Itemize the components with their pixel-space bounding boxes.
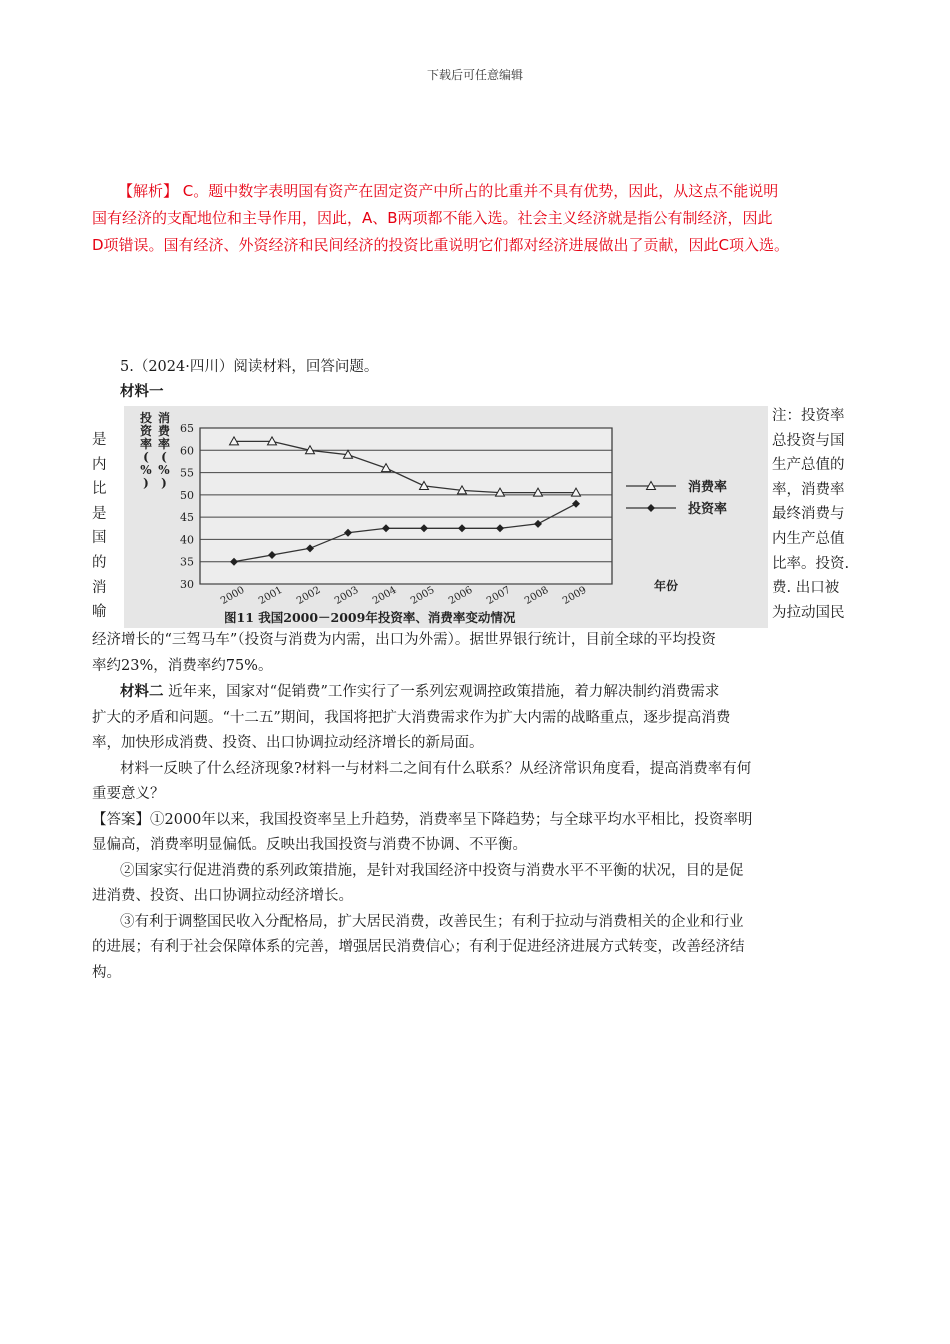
answer-line: ②国家实行促进消费的系列政策措施，是针对我国经济中投资与消费水平不平衡的状况，目的是促 [120, 862, 744, 879]
material1-right-line: 注：投资率 [772, 408, 845, 424]
legend-marker-investment [647, 504, 655, 512]
y-axis-label-investment: ( [143, 450, 149, 464]
y-tick-label: 30 [180, 578, 194, 591]
material1-right-line: 率，消费率 [772, 481, 845, 498]
material1-right-column [772, 404, 862, 625]
y-axis-label-investment: 资 [139, 424, 153, 438]
answer-line: 显偏高，消费率明显偏低。反映出我国投资与消费不协调、不平衡。 [92, 837, 527, 853]
x-tick-label: 2009 [560, 584, 589, 607]
y-axis-label-consumption: 消 [157, 411, 171, 425]
question-title: 5.（2024·四川）阅读材料，回答问题。 [120, 359, 379, 375]
x-tick-label: 2004 [370, 584, 399, 607]
y-axis-label-consumption: ( [161, 450, 167, 464]
x-tick-label: 2002 [294, 584, 323, 607]
y-tick-label: 45 [180, 511, 194, 525]
x-tick-label: 2003 [332, 584, 361, 607]
plot-area [200, 428, 612, 584]
analysis-block [92, 178, 862, 259]
material1-left-char: 国 [92, 530, 107, 547]
material1-right-line: 内生产总值 [772, 530, 845, 547]
y-tick-label: 40 [180, 533, 194, 547]
page-header: 下载后可任意编辑 [426, 68, 523, 82]
y-axis-label-investment: % [140, 463, 152, 477]
y-tick-label: 60 [180, 444, 194, 458]
analysis-line: 【解析】 C。题中数字表明国有资产在固定资产中所占的比重并不具有优势，因此，从这点不能说明 [118, 182, 779, 200]
x-axis-label: 年份 [654, 579, 679, 593]
x-tick-label: 2006 [446, 584, 475, 607]
material1-left-char: 是 [92, 505, 107, 522]
question-ask: 材料一反映了什么经济现象?材料一与材料二之间有什么联系？从经济常识角度看，提高消费率有何 [120, 760, 752, 777]
analysis-line: D项错误。国有经济、外资经济和民间经济的投资比重说明它们都对经济进展做出了贡献，因此C项入选。 [92, 236, 790, 254]
material1-right-line: 生产总值的 [772, 457, 845, 474]
legend-label-investment: 投资率 [688, 502, 728, 517]
material1-left-char: 的 [92, 554, 107, 571]
material1-left-char: 喻 [92, 604, 107, 621]
material1-right-line: 最终消费与 [772, 506, 845, 523]
answer-line: ③有利于调整国民收入分配格局，扩大居民消费，改善民生；有利于拉动与消费相关的企业和行业 [120, 913, 744, 930]
material1-label: 材料一 [120, 383, 164, 400]
material1-left-column [92, 428, 114, 625]
material1-right-line: 总投资与国 [772, 432, 845, 449]
x-tick-label: 2005 [408, 584, 437, 607]
material1-left-char: 比 [92, 481, 107, 498]
legend-label-consumption: 消费率 [688, 480, 728, 495]
y-axis-label-investment: 投 [139, 411, 153, 425]
chart-svg [124, 406, 768, 628]
material2-paragraph [92, 679, 862, 706]
material1-left-char: 是 [92, 432, 107, 448]
analysis-line: 国有经济的支配地位和主导作用，因此，A、B两项都不能入选。社会主义经济就是指公有制经济，因此 [92, 209, 773, 227]
material1-left-char: 消 [92, 579, 107, 596]
x-tick-label: 2001 [256, 584, 285, 607]
question-ask: 重要意义？ [92, 786, 165, 802]
x-tick-label: 2008 [522, 584, 551, 607]
material1-right-line: 为拉动国民 [772, 604, 845, 621]
line-chart [124, 406, 768, 628]
y-axis-label-consumption: % [158, 463, 170, 477]
material1-left-char: 内 [92, 456, 107, 473]
material2-label: 材料二 [120, 683, 164, 700]
x-tick-label: 2000 [218, 584, 247, 607]
y-axis-label-investment: ) [143, 476, 149, 490]
material1-continuation: 经济增长的“三驾马车”（投资与消费为内需，出口为外需）。据世界银行统计，目前全球的平均投资 [92, 632, 716, 648]
answer-line: 进消费、投资、出口协调拉动经济增长。 [92, 888, 353, 904]
body-text [92, 628, 862, 986]
answer-line: 【答案】①2000年以来，我国投资率呈上升趋势，消费率呈下降趋势；与全球平均水平相比，投资率明 [92, 811, 753, 828]
y-axis-label-investment: 率 [139, 437, 153, 451]
y-tick-label: 50 [180, 488, 194, 502]
y-tick-label: 55 [180, 466, 194, 480]
material2-line: 扩大的矛盾和问题。“十二五”期间，我国将把扩大消费需求作为扩大内需的战略重点，逐步提高消费 [92, 709, 731, 726]
y-tick-label: 65 [180, 422, 194, 435]
material1-right-line: 费. 出口被 [772, 580, 840, 597]
chart-caption: 图11 我国2000－2009年投资率、消费率变动情况 [224, 610, 516, 625]
material2-line: 率，加快形成消费、投资、出口协调拉动经济增长的新局面。 [92, 735, 484, 751]
y-tick-label: 35 [180, 555, 194, 569]
y-axis-label-consumption: 费 [157, 424, 171, 438]
y-axis-label-consumption: ) [161, 476, 167, 490]
x-tick-label: 2007 [484, 584, 513, 607]
material2-text: 近年来，国家对“促销费”工作实行了一系列宏观调控政策措施，着力解决制约消费需求 [163, 684, 720, 700]
material1-right-line: 比率。投资. [772, 555, 850, 572]
y-axis-label-consumption: 率 [157, 437, 171, 451]
answer-line: 构。 [92, 964, 121, 981]
answer-line: 的进展；有利于社会保障体系的完善，增强居民消费信心；有利于促进经济进展方式转变，改善经济结 [92, 939, 745, 955]
material1-continuation: 率约23%，消费率约75%。 [92, 657, 273, 674]
